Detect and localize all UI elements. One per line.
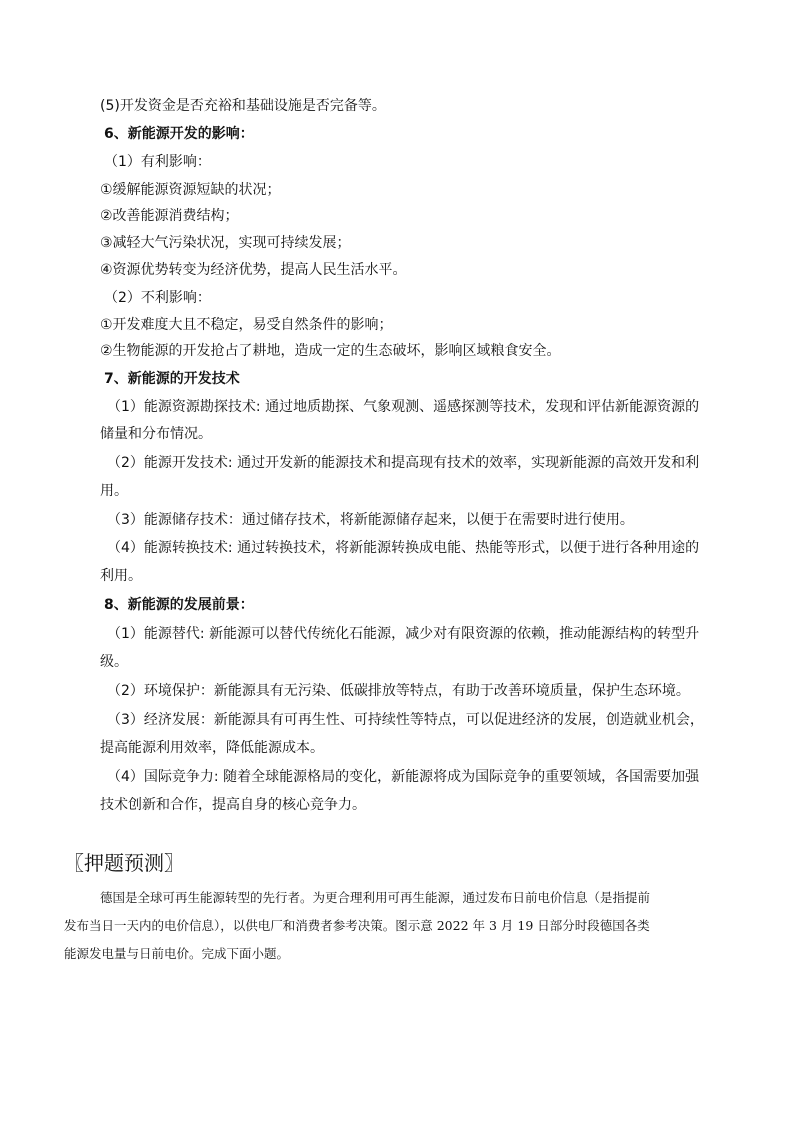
section-title: 〖押题预测〗 (64, 851, 184, 875)
question-line: 能源发电量与日前电价。完成下面小题。 (64, 946, 290, 961)
question-line: 德国是全球可再生能源转型的先行者。为更合理利用可再生能源，通过发布日前电价信息（是指提前 (100, 890, 651, 905)
list-item: ①缓解能源资源短缺的状况； (100, 182, 281, 198)
paragraph-line: （2）能源开发技术: 通过开发新的能源技术和提高现有技术的效率，实现新能源的高效开发和利 (107, 455, 700, 471)
heading-7: 7、新能源的开发技术 (104, 371, 240, 387)
paragraph-line: 技术创新和合作，提高自身的核心竞争力。 (100, 797, 366, 813)
paragraph-line: 用。 (100, 483, 128, 499)
list-item: ②改善能源消费结构； (100, 208, 239, 224)
list-item: ①开发难度大且不稳定，易受自然条件的影响； (100, 317, 393, 333)
heading-8: 8、新能源的发展前景： (104, 597, 254, 613)
subheading-unfavorable: （2）不利影响： (104, 290, 211, 306)
paragraph-line: （3）能源储存技术：通过储存技术，将新能源储存起来，以便于在需要时进行使用。 (107, 512, 634, 528)
paragraph-line: （4）国际竞争力: 随着全球能源格局的变化，新能源将成为国际竞争的重要领域，各国需要加强 (107, 769, 700, 785)
paragraph-line: （4）能源转换技术: 通过转换技术，将新能源转换成电能、热能等形式，以便于进行各种用途的 (107, 540, 700, 556)
text-line: (5)开发资金是否充裕和基础设施是否完备等。 (100, 98, 386, 114)
list-item: ④资源优势转变为经济优势，提高人民生活水平。 (100, 262, 407, 278)
paragraph-line: 提高能源利用效率，降低能源成本。 (100, 740, 324, 756)
subheading-favorable: （1）有利影响： (104, 154, 211, 170)
paragraph-line: 储量和分布情况。 (100, 426, 212, 442)
paragraph-line: 级。 (100, 654, 128, 670)
question-line: 发布当日一天内的电价信息），以供电厂和消费者参考决策。图示意 2022 年 3 月 19 日部分时段德国各类 (64, 918, 650, 933)
list-item: ③减轻大气污染状况，实现可持续发展； (100, 235, 351, 251)
heading-6: 6、新能源开发的影响： (104, 126, 254, 142)
paragraph-line: （1）能源替代: 新能源可以替代传统化石能源，减少对有限资源的依赖，推动能源结构的转型升 (107, 626, 700, 642)
paragraph-line: （2）环境保护：新能源具有无污染、低碳排放等特点，有助于改善环境质量，保护生态环境。 (107, 683, 690, 699)
paragraph-line: （3）经济发展：新能源具有可再生性、可持续性等特点，可以促进经济的发展，创造就业机会， (107, 712, 704, 728)
paragraph-line: 利用。 (100, 568, 142, 584)
list-item: ②生物能源的开发抢占了耕地，造成一定的生态破坏，影响区域粮食安全。 (100, 343, 561, 359)
paragraph-line: （1）能源资源勘探技术: 通过地质勘探、气象观测、遥感探测等技术，发现和评估新能源资源的 (107, 399, 700, 415)
